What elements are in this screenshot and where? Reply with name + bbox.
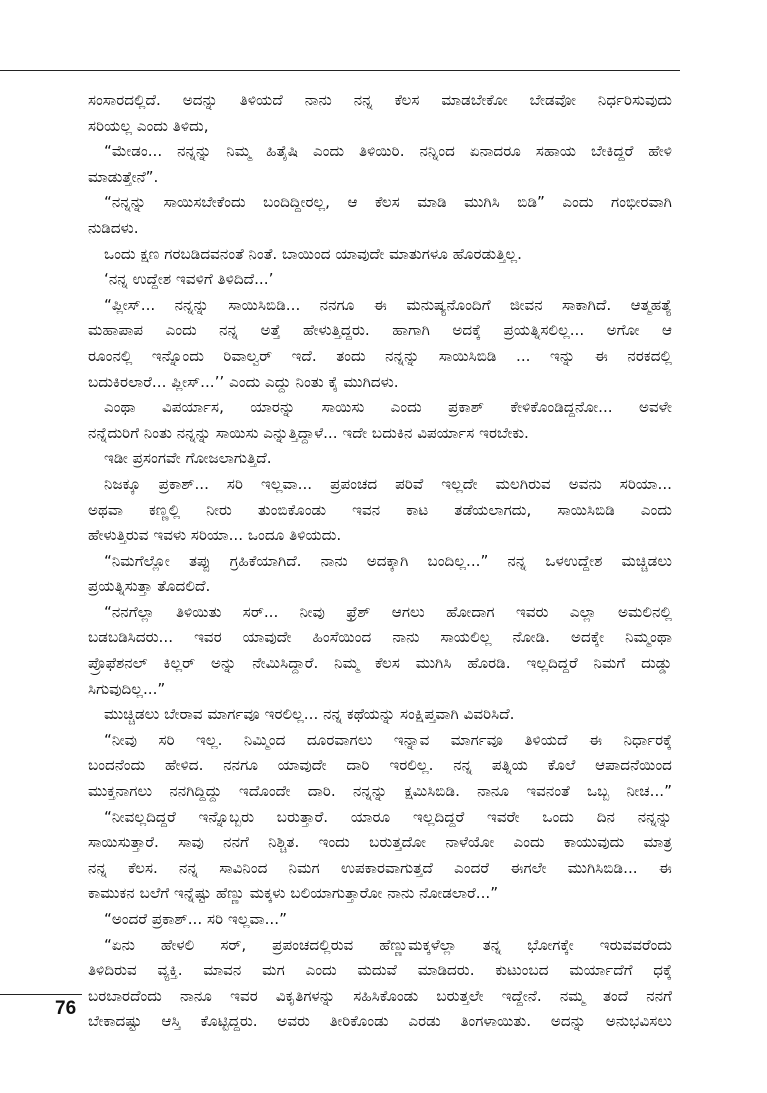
text-line: ಮಹಾಪಾಪ ಎಂದು ನನ್ನ ಅತ್ತೆ ಹೇಳುತ್ತಿದ್ದರು. ಹಾಗಾಗಿ ಅದಕ್ಕೆ ಪ್ರಯತ್ನಿಸಲಿಲ್ಲ... ಅಗೋ ಆ <box>88 321 672 340</box>
text-line: ಹೇಳುತ್ತಿರುವ ಇವಳು ಸರಿಯಾ... ಒಂದೂ ತಿಳಿಯದು. <box>88 526 342 545</box>
text-line: ಕಾಮುಕನ ಬಲೆಗೆ ಇನ್ನೆಷ್ಟು ಹೆಣ್ಣು ಮಕ್ಕಳು ಬಲಿಯಾಗುತ್ತಾರೋ ನಾನು ನೋಡಲಾರೆ...” <box>88 884 499 903</box>
text-line: ತಿಳಿದಿರುವ ವ್ಯಕ್ತಿ. ಮಾವನ ಮಗ ಎಂದು ಮದುವೆ ಮಾಡಿದರು. ಕುಟುಂಬದ ಮರ್ಯಾದೆಗೆ ಧಕ್ಕೆ <box>88 961 672 980</box>
text-line: ಒಂದು ಕ್ಷಣ ಗರಬಡಿದವನಂತೆ ನಿಂತೆ. ಬಾಯಿಂದ ಯಾವುದೇ ಮಾತುಗಳೂ ಹೊರಡುತ್ತಿಲ್ಲ. <box>104 244 522 263</box>
text-line: ಪ್ರೊಫೆಶನಲ್ ಕಿಲ್ಲರ್ ಅನ್ನು ನೇಮಿಸಿದ್ದಾರೆ. ನಿಮ್ಮ ಕೆಲಸ ಮುಗಿಸಿ ಹೊರಡಿ. ಇಲ್ಲದಿದ್ದರೆ ನಿಮಗೆ ದುಡ್ಡು <box>88 654 672 673</box>
header-rule <box>0 70 680 71</box>
text-line: ಬಂದನೆಂದು ಹೇಳಿದ. ನನಗೂ ಯಾವುದೇ ದಾರಿ ಇರಲಿಲ್ಲ. ನನ್ನ ಪತ್ನಿಯ ಕೊಲೆ ಆಪಾದನೆಯಿಂದ <box>88 756 672 775</box>
text-line: ಬರಬಾರದೆಂದು ನಾನೂ ಇವರ ವಿಕೃತಿಗಳನ್ನು ಸಹಿಸಿಕೊಂಡು ಬರುತ್ತಲೇ ಇದ್ದೇನೆ. ನಮ್ಮ ತಂದೆ ನನಗೆ <box>88 986 672 1005</box>
text-line: “ನನಗೆಲ್ಲಾ ತಿಳಿಯಿತು ಸರ್... ನೀವು ಫ್ರೆಶ್ ಆಗಲು ಹೋದಾಗ ಇವರು ಎಲ್ಲಾ ಅಮಲಿನಲ್ಲಿ <box>104 602 672 621</box>
text-line: ಬಡಬಡಿಸಿದರು... ಇವರ ಯಾವುದೇ ಹಿಂಸೆಯಿಂದ ನಾನು ಸಾಯಲಿಲ್ಲ ನೋಡಿ. ಅದಕ್ಕೇ ನಿಮ್ಮಂಥಾ <box>88 628 672 647</box>
text-line: “ನನ್ನನ್ನು ಸಾಯಿಸಬೇಕೆಂದು ಬಂದಿದ್ದೀರಲ್ಲ, ಆ ಕೆಲಸ ಮಾಡಿ ಮುಗಿಸಿ ಬಿಡಿ” ಎಂದು ಗಂಭೀರವಾಗಿ <box>104 193 672 212</box>
text-line: “ನೀವಲ್ಲದಿದ್ದರೆ ಇನ್ನೊಬ್ಬರು ಬರುತ್ತಾರೆ. ಯಾರೂ ಇಲ್ಲದಿದ್ದರೆ ಇವರೇ ಒಂದು ದಿನ ನನ್ನನ್ನು <box>104 807 672 826</box>
page-body-text <box>88 88 672 1035</box>
text-line: ಎಂಥಾ ವಿಪರ್ಯಾಸ, ಯಾರನ್ನು ಸಾಯಿಸು ಎಂದು ಪ್ರಕಾಶ್ ಕೇಳಿಕೊಂಡಿದ್ದನೋ... ಅವಳೇ <box>104 398 672 417</box>
text-line: ಪ್ರಯತ್ನಿಸುತ್ತಾ ತೊದಲಿದೆ. <box>88 577 211 596</box>
text-line: “ಏನು ಹೇಳಲಿ ಸರ್, ಪ್ರಪಂಚದಲ್ಲಿರುವ ಹೆಣ್ಣುಮಕ್ಕಳೆಲ್ಲಾ ತನ್ನ ಭೋಗಕ್ಕೇ ಇರುವವರೆಂದು <box>104 935 672 954</box>
text-line: ಮುಚ್ಚಿಡಲು ಬೇರಾವ ಮಾರ್ಗವೂ ಇರಲಿಲ್ಲ... ನನ್ನ ಕಥೆಯನ್ನು ಸಂಕ್ಷಿಪ್ತವಾಗಿ ವಿವರಿಸಿದೆ. <box>104 705 515 724</box>
text-line: ಸರಿಯಲ್ಲ ಎಂದು ತಿಳಿದು, <box>88 116 209 135</box>
text-line: “ಪ್ಲೀಸ್... ನನ್ನನ್ನು ಸಾಯಿಸಿಬಿಡಿ... ನನಗೂ ಈ ಮನುಷ್ಯನೊಂದಿಗೆ ಜೀವನ ಸಾಕಾಗಿದೆ. ಆತ್ಮಹತ್ಯೆ <box>104 295 672 314</box>
text-line: ನನ್ನ ಕೆಲಸ. ನನ್ನ ಸಾವಿನಿಂದ ನಿಮಗ ಉಪಕಾರವಾಗುತ್ತದೆ ಎಂದರೆ ಈಗಲೇ ಮುಗಿಸಿಬಿಡಿ... ಈ <box>88 858 672 877</box>
text-line: ಬೇಕಾದಷ್ಟು ಆಸ್ತಿ ಕೊಟ್ಟಿದ್ದರು. ಅವರು ತೀರಿಕೊಂಡು ಎರಡು ತಿಂಗಳಾಯಿತು. ಅದನ್ನು ಅನುಭವಿಸಲು <box>88 1012 672 1031</box>
text-line: ರೂಂನಲ್ಲಿ ಇನ್ನೊಂದು ರಿವಾಲ್ವರ್ ಇದೆ. ತಂದು ನನ್ನನ್ನು ಸಾಯಿಸಿಬಿಡಿ ... ಇನ್ನು ಈ ನರಕದಲ್ಲಿ <box>88 346 672 365</box>
text-line: “ನಿಮಗೆಲ್ಲೋ ತಪ್ಪು ಗ್ರಹಿಕೆಯಾಗಿದೆ. ನಾನು ಅದಕ್ಕಾಗಿ ಬಂದಿಲ್ಲ...” ನನ್ನ ಒಳಉದ್ದೇಶ ಮಚ್ಚಿಡಲು <box>104 551 672 570</box>
page-number: 76 <box>55 998 77 1019</box>
text-line: ಸಿಗುವುದಿಲ್ಲ...” <box>88 679 166 698</box>
text-line: “ನೀವು ಸರಿ ಇಲ್ಲ. ನಿಮ್ಮಿಂದ ದೂರವಾಗಲು ಇನ್ನಾವ ಮಾರ್ಗವೂ ತಿಳಿಯದೆ ಈ ನಿರ್ಧಾರಕ್ಕೆ <box>104 730 672 749</box>
text-line: ಇಡೀ ಪ್ರಸಂಗವೇ ಗೋಜಲಾಗುತ್ತಿದೆ. <box>104 449 272 468</box>
text-line: ಮುಕ್ತನಾಗಲು ನನಗಿದ್ದಿದ್ದು ಇದೊಂದೇ ದಾರಿ. ನನ್ನನ್ನು ಕ್ಷಮಿಸಿಬಿಡಿ. ನಾನೂ ಇವನಂತೆ ಒಬ್ಬ ನೀಚ...” <box>88 782 672 801</box>
text-line: ಬದುಕಿರಲಾರೆ... ಪ್ಲೀಸ್...’’ ಎಂದು ಎದ್ದು ನಿಂತು ಕೈ ಮುಗಿದಳು. <box>88 372 399 391</box>
text-line: “ಅಂದರೆ ಪ್ರಕಾಶ್... ಸರಿ ಇಲ್ಲವಾ...” <box>104 910 287 928</box>
text-line: ‘ನನ್ನ ಉದ್ದೇಶ ಇವಳಿಗೆ ತಿಳಿದಿದೆ...’ <box>104 270 274 289</box>
text-line: ಸಂಸಾರದಲ್ಲಿದೆ. ಅದನ್ನು ತಿಳಿಯದೆ ನಾನು ನನ್ನ ಕೆಲಸ ಮಾಡಬೇಕೋ ಬೇಡವೋ ನಿರ್ಧರಿಸುವುದು <box>88 91 672 109</box>
text-line: ಸಾಯಿಸುತ್ತಾರೆ. ಸಾವು ನನಗೆ ನಿಶ್ಚಿತ. ಇಂದು ಬರುತ್ತದೋ ನಾಳೆಯೋ ಎಂದು ಕಾಯುವುದು ಮಾತ್ರ <box>88 833 672 852</box>
text-line: ನಿಜಕ್ಕೂ ಪ್ರಕಾಶ್... ಸರಿ ಇಲ್ಲವಾ... ಪ್ರಪಂಚದ ಪರಿವೆ ಇಲ್ಲದೇ ಮಲಗಿರುವ ಅವನು ಸರಿಯಾ... <box>104 474 672 493</box>
text-line: “ಮೇಡಂ... ನನ್ನನ್ನು ನಿಮ್ಮ ಹಿತೈಷಿ ಎಂದು ತಿಳಿಯಿರಿ. ನನ್ನಿಂದ ಏನಾದರೂ ಸಹಾಯ ಬೇಕಿದ್ದರೆ ಹೇಳಿ <box>104 142 672 161</box>
footer-rule <box>0 994 82 995</box>
text-line: ನನ್ನೆದುರಿಗೆ ನಿಂತು ನನ್ನನ್ನು ಸಾಯಿಸು ಎನ್ನುತ್ತಿದ್ದಾಳೆ... ಇದೇ ಬದುಕಿನ ವಿಪರ್ಯಾಸ ಇರಬೇಕು. <box>88 423 529 442</box>
text-line: ಮಾಡುತ್ತೇನೆ”. <box>88 167 159 186</box>
text-line: ನುಡಿದಳು. <box>88 218 139 237</box>
text-line: ಅಥವಾ ಕಣ್ಣಲ್ಲಿ ನೀರು ತುಂಬಿಕೊಂಡು ಇವನ ಕಾಟ ತಡೆಯಲಾಗದು, ಸಾಯಿಸಿಬಿಡಿ ಎಂದು <box>88 500 672 519</box>
